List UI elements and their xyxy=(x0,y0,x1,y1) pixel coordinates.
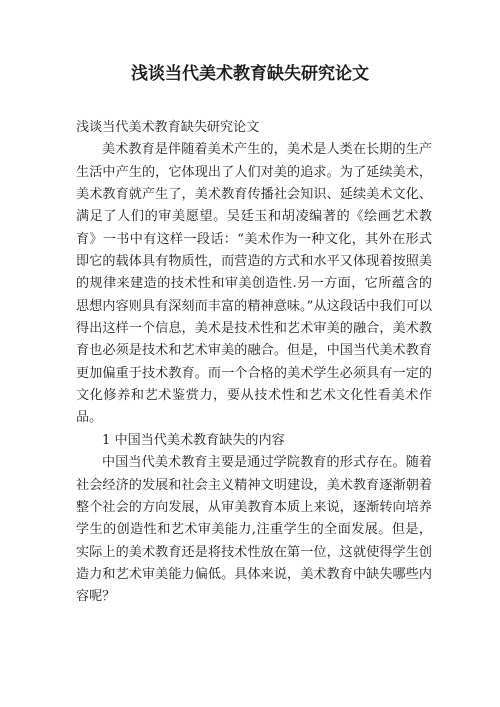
document-title: 浅谈当代美术教育缺失研究论文 xyxy=(131,64,369,84)
section-paragraph: 中国当代美术教育主要是通过学院教育的形式存在。随着社会经济的发展和社会主义精神文明建设，美术教育逐渐朝着整个社会的方向发展，从审美教育本质上来说，逐渐转向培养学生的创造性和艺术审美能力,注重学生的全面发展。但是，实际上的美术教育还是将技术性放在第一位，这就使得学生创造力和艺术审美能力偏低。具体来说，美术教育中缺失哪些内容呢？ xyxy=(76,455,432,605)
document-subtitle: 浅谈当代美术教育缺失研究论文 xyxy=(76,120,260,135)
intro-paragraph: 美术教育是伴随着美术产生的，美术是人类在长期的生产生活中产生的，它体现出了人们对美的追求。为了延续美术，美术教育就产生了，美术教育传播社会知识、延续美术文化、满足了人们的审美愿望。吴廷玉和胡凌编著的《绘画艺术教育》一书中有这样一段话：“美术作为一种文化，其外在形式即它的载体具有物质性，而营造的方式和水平又体现着按照美的规律来建造的技术性和审美创造性.另一方面，它所蕴含的思想内容则具有深刻而丰富的精神意味。”从这段话中我们可以得出这样一个信息，美术是技术性和艺术审美的融合，美术教育也必须是技术和艺术审美的融合。但是，中国当代美术教育更加偏重于技术教育。而一个合格的美术学生必须具有一定的文化修养和艺术鉴赏力，要从技术性和艺术文化性看美术作品。 xyxy=(76,142,432,426)
section-heading: 1 中国当代美术教育缺失的内容 xyxy=(102,432,285,448)
document-body xyxy=(76,117,432,609)
